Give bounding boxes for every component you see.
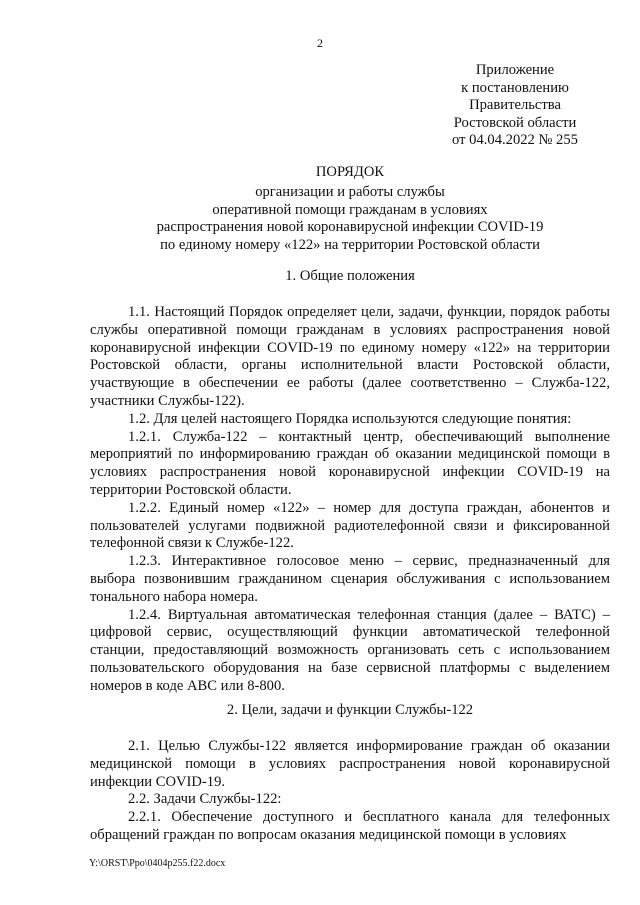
paragraph: 2.1. Целью Службы-122 является информирование граждан об оказании медицинской помощи в условиях распространения новой коронавирусной инфекции COVID-19. [90,738,610,790]
paragraph: 1.2.4. Виртуальная автоматическая телефонная станция (далее – ВАТС) – цифровой сервис, осуществляющий функции автоматической телефонной станции, предоставляющий возможность организовать сеть с использованием пользовательского оборудования на базе сервисной платформы с выделением номеров в коде АВС или 8-800. [90,606,610,694]
annex-line: Ростовской области [453,114,577,131]
annex-line: Правительства [469,97,561,114]
paragraph: 2.2.1. Обеспечение доступного и бесплатного канала для телефонных обращений граждан по вопросам оказания медицинской помощи в условиях [90,809,610,843]
footer-file-path: Y:\ORST\Ppo\0404p255.f22.docx [89,858,226,869]
annex-block [400,62,630,150]
section-1-body [90,304,610,696]
section-2-heading: 2. Цели, задачи и функции Службы-122 [226,702,474,718]
annex-line: от 04.04.2022 № 255 [452,132,578,149]
paragraph: 1.1. Настоящий Порядок определяет цели, задачи, функции, порядок работы службы оперативной помощи гражданам в условиях распространения новой коронавирусной инфекции COVID-19 по единому номеру «122» на территории Ростовской области, органы исполнительной власти Ростовской области, участвующие в обеспечении ее работы (далее соответственно – Служба-122, участники Службы-122). [90,304,610,409]
document-subtitle-line: по единому номеру «122» на территории Ростовской области [160,237,540,254]
document-subtitle-line: распространения новой коронавирусной инфекции COVID-19 [156,219,544,236]
annex-line: к постановлению [461,79,569,96]
paragraph: 1.2.1. Служба-122 – контактный центр, обеспечивающий выполнение мероприятий по информированию граждан об оказании медицинской помощи в условиях распространения новой коронавирусной инфекции COVID-19 на территории Ростовской области. [90,428,610,498]
paragraph: 1.2.2. Единый номер «122» – номер для доступа граждан, абонентов и пользователей услугами подвижной радиотелефонной связи и фиксированной телефонной связи к Службе-122. [90,499,610,552]
annex-line: Приложение [475,62,555,78]
paragraph: 1.2.3. Интерактивное голосовое меню – сервис, предназначенный для выбора позвонившим гражданином сценария обслуживания с использованием тонального набора номера. [90,553,610,605]
page-number: 2 [317,36,323,50]
document-subtitle-line: организации и работы службы [255,183,445,200]
paragraph: 1.2. Для целей настоящего Порядка используются следующие понятия: [128,410,572,427]
document-title: ПОРЯДОК [315,164,385,180]
paragraph: 2.2. Задачи Службы-122: [128,791,282,808]
document-title-block [60,164,640,255]
document-subtitle-line: оперативной помощи гражданам в условиях [212,201,488,218]
section-2-body [90,738,610,845]
section-1-heading: 1. Общие положения [285,268,415,284]
